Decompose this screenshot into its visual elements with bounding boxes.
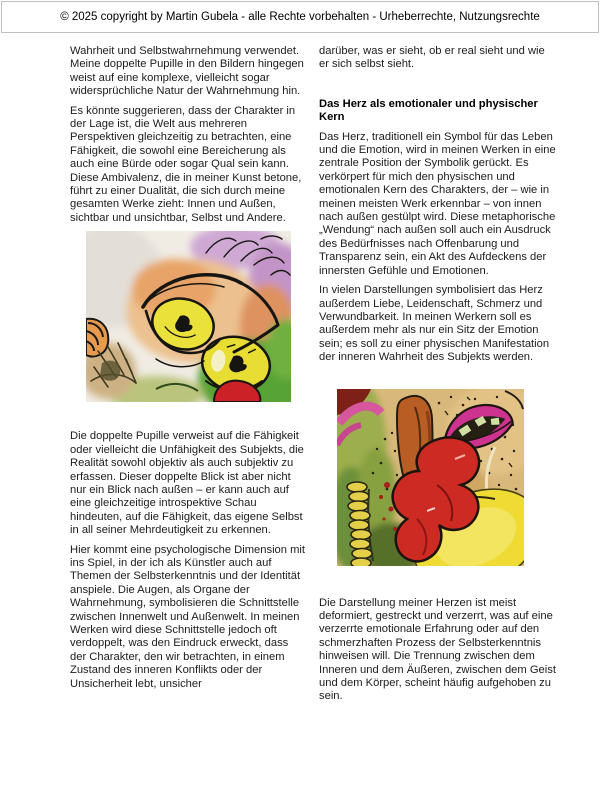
artwork-double-pupil-eyes: [86, 231, 291, 402]
left-column: [70, 45, 307, 710]
section-heading-heart: Das Herz als emotionaler und physischer Kern: [319, 97, 538, 124]
left-col-paragraph-3: Die doppelte Pupille verweist auf die Fähigkeit oder vielleicht die Unfähigkeit des Subjekts, die Realität sowohl objektiv als auch subjektiv zu erfassen. Dieser doppelte Blick ist aber nicht nur ein Blick nach außen – er kann auch auf eine gleichzeitige introspektive Schau hindeuten, auf die Fähigkeit, das eigene Selbst in all seiner Mehrdeutigkeit zu erkennen.: [70, 430, 304, 537]
heart-painting-image: [337, 389, 524, 566]
two-column-layout: [70, 45, 557, 710]
left-col-paragraph-1: Wahrheit und Selbstwahrnehmung verwendet. Meine doppelte Pupille in den Bildern hingegen weist auf eine komplexe, vielleicht sogar widersprüchliche Natur der Wahrnehmung hin.: [70, 45, 304, 98]
left-col-paragraph-4: Hier kommt eine psychologische Dimension mit ins Spiel, in der ich als Künstler auch auf Themen der Selbsterkenntnis und der Identität anspiele. Die Augen, als Organe der Wahrnehmung, symbolisieren die Schnittstelle zwischen Innenwelt und Außenwelt. In meinen Werken wird diese Schnittstelle jedoch oft verdoppelt, was den Eindruck erweckt, dass der Charakter, den wir betrachten, in einem Zustand des inneren Konflikts oder der Unsicherheit lebt, unsicher: [70, 543, 306, 690]
right-col-paragraph-4: Die Darstellung meiner Herzen ist meist deformiert, gestreckt und verzerrt, was auf eine verzerrte emotionale Erfahrung oder auf den schmerzhaften Prozess der Selbsterkenntnis hinweisen will. Die Trennung zwischen dem Inneren und dem Äußeren, zwischen dem Geist und dem Körper, scheint häufig aufgehoben zu sein.: [319, 596, 556, 703]
right-col-paragraph-3: In vielen Darstellungen symbolisiert das Herz außerdem Liebe, Leidenschaft, Schmerz und Verwundbarkeit. In meinen Werkern soll es außerdem mehr als nur ein Sitz der Emotion sein; es soll zu einer physischen Manifestation der inneren Wahrheit des Subjekts werden.: [319, 284, 550, 364]
artwork-heart-lips-lemon: [337, 389, 524, 566]
right-col-paragraph-2: Das Herz, traditionell ein Symbol für das Leben und die Emotion, wird in meinen Werken in eine zentrale Position der Symbolik gerückt. Es verkörpert für mich den physischen und emotionalen Kern des Charakters, der – wie in meinen meisten Werk erkennbar – von innen nach außen gestülpt wird. Diese metaphorische „Wendung“ nach außen soll auch ein Ausdruck des Bedürfnisses nach Offenbarung und Transparenz sein, ein Akt des Aufdeckens der innersten Gefühle und Emotionen.: [319, 130, 556, 277]
left-col-paragraph-2: Es könnte suggerieren, dass der Charakter in der Lage ist, die Welt aus mehreren Perspektiven gleichzeitig zu betrachten, eine Fähigkeit, die sowohl eine Bereicherung als auch eine Bürde oder sogar Qual sein kann. Diese Ambivalenz, die in meiner Kunst betone, führt zu einer Dualität, die sich durch meine gesamten Werke zieht: Innen und Außen, sichtbar und unsichtbar, Selbst und Andere.: [70, 104, 302, 224]
copyright-header: [1, 1, 599, 33]
right-column: [319, 45, 556, 710]
eyes-painting-image: [86, 231, 291, 402]
copyright-text: © 2025 copyright by Martin Gubela - alle Rechte vorbehalten - Urheberrechte, Nutzungsrechte: [60, 11, 540, 23]
right-col-paragraph-1: darüber, was er sieht, ob er real sieht und wie er sich selbst sieht.: [319, 45, 545, 71]
